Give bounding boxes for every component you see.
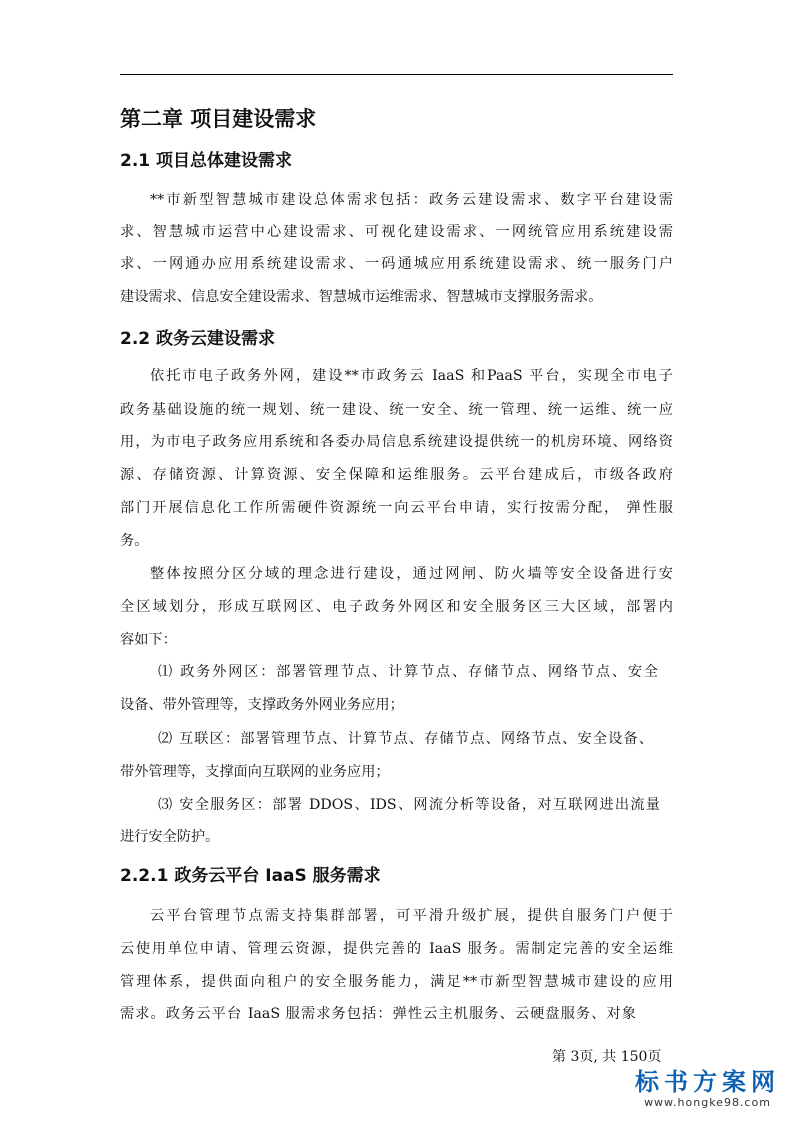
list-item-line: 设备、带外管理等，支撑政务外网业务应用； — [120, 697, 404, 713]
paragraph-line: 建设需求、信息安全建设需求、智慧城市运维需求、智慧城市支撑服务需求。 — [120, 289, 603, 305]
paragraph-line: 部门开展信息化工作所需硬件资源统一向云平台申请，实行按需分配， 弹性服 — [120, 500, 673, 516]
paragraph-line: 依托市电子政务外网，建设**市政务云 IaaS 和PaaS 平台，实现全市电子 — [150, 368, 673, 384]
header-rule — [120, 74, 673, 75]
paragraph-line: 云平台管理节点需支持集群部署，可平滑升级扩展，提供自服务门户便于 — [150, 908, 673, 924]
paragraph-line: 全区域划分，形成互联网区、电子政务外网区和安全服务区三大区域，部署内 — [120, 599, 673, 615]
list-item-line: 进行安全防护。 — [120, 829, 220, 845]
paragraph-line: 务。 — [120, 533, 149, 549]
section-heading-2-1: 2.1 项目总体建设需求 — [120, 151, 293, 171]
paragraph-line: 政务基础设施的统一规划、统一建设、统一安全、统一管理、统一运维、统一应 — [120, 402, 673, 418]
paragraph-line: **市新型智慧城市建设总体需求包括：政务云建设需求、数字平台建设需 — [150, 192, 673, 208]
list-item-line: ⑵ 互联区：部署管理节点、计算节点、存储节点、网络节点、安全设备、 — [158, 731, 653, 747]
paragraph-line: 源、存储资源、计算资源、安全保障和运维服务。云平台建成后，市级各政府 — [120, 467, 673, 483]
watermark-url: www.hongke98.com — [644, 1096, 771, 1109]
paragraph-line: 容如下： — [120, 632, 177, 648]
watermark — [635, 1068, 780, 1110]
paragraph-line: 需求。政务云平台 IaaS 服需求务包括：弹性云主机服务、云硬盘服务、对象 — [120, 1006, 636, 1022]
paragraph-line: 求、智慧城市运营中心建设需求、可视化建设需求、一网统管应用系统建设需 — [120, 224, 673, 240]
page-number: 第 3页, 共 150页 — [552, 1049, 662, 1065]
section-heading-2-2-1: 2.2.1 政务云平台 IaaS 服务需求 — [120, 866, 381, 886]
paragraph-line: 用，为市电子政务应用系统和各委办局信息系统建设提供统一的机房环境、网络资 — [120, 434, 673, 450]
paragraph-line: 整体按照分区分域的理念进行建设，通过网闸、防火墙等安全设备进行安 — [150, 566, 673, 582]
paragraph-line: 云使用单位申请、管理云资源，提供完善的 IaaS 服务。需制定完善的安全运维 — [120, 941, 673, 957]
paragraph-line: 求、一网通办应用系统建设需求、一码通城应用系统建设需求、统一服务门户 — [120, 256, 673, 272]
list-item-line: 带外管理等，支撑面向互联网的业务应用； — [120, 764, 390, 780]
paragraph-line: 管理体系，提供面向租户的安全服务能力，满足**市新型智慧城市建设的应用 — [120, 974, 673, 990]
chapter-title: 第二章 项目建设需求 — [120, 107, 317, 131]
watermark-logo: 标书方案网 — [635, 1068, 780, 1096]
list-item-line: ⑶ 安全服务区：部署 DDOS、IDS、网流分析等设备，对互联网进出流量 — [158, 797, 660, 813]
list-item-line: ⑴ 政务外网区：部署管理节点、计算节点、存储节点、网络节点、安全 — [158, 664, 658, 680]
section-heading-2-2: 2.2 政务云建设需求 — [120, 329, 276, 349]
